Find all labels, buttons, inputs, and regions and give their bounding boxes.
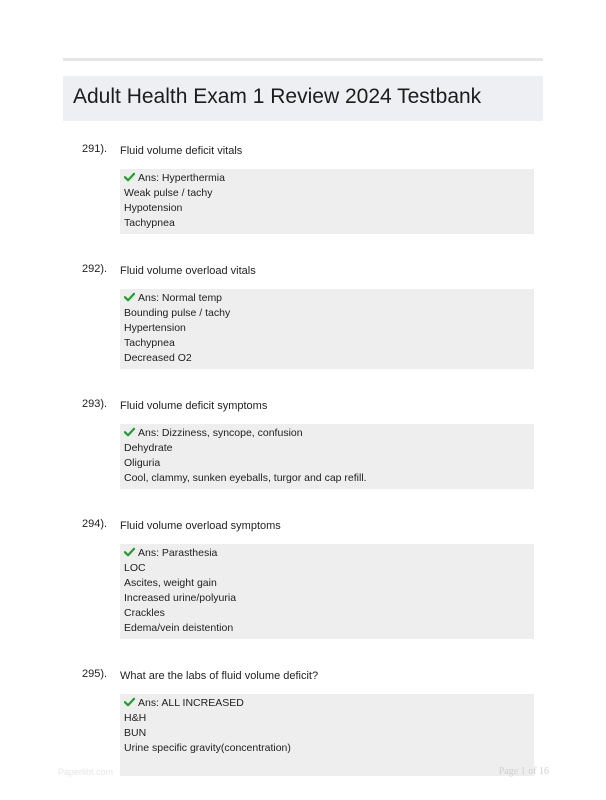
answer-first-line: Ans: Parasthesia bbox=[138, 547, 218, 559]
question-item bbox=[0, 398, 606, 489]
answer-line: Cool, clammy, sunken eyeballs, turgor and cap refill. bbox=[124, 472, 367, 484]
answer-line: Increased urine/polyuria bbox=[124, 592, 237, 604]
answer-first-line: Ans: Dizziness, syncope, confusion bbox=[138, 427, 303, 439]
answer-first-line: Ans: Hyperthermia bbox=[138, 172, 225, 184]
answer-line: Crackles bbox=[124, 607, 165, 619]
answer-first-line: Ans: Normal temp bbox=[138, 292, 223, 304]
top-divider bbox=[63, 58, 543, 61]
page-indicator: Page 1 of 16 bbox=[498, 766, 549, 777]
answer-box bbox=[120, 289, 534, 369]
question-item bbox=[0, 668, 606, 776]
answer-line: Ascites, weight gain bbox=[124, 577, 217, 589]
checkmark-icon bbox=[124, 427, 135, 437]
answer-box bbox=[120, 544, 534, 639]
answer-box bbox=[120, 169, 534, 234]
question-text: Fluid volume deficit symptoms bbox=[120, 400, 268, 412]
answer-line: Weak pulse / tachy bbox=[124, 187, 213, 199]
page-title: Adult Health Exam 1 Review 2024 Testbank bbox=[73, 85, 482, 108]
question-number: 292). bbox=[82, 263, 108, 275]
question-number: 293). bbox=[82, 398, 108, 410]
answer-line: Edema/vein deistention bbox=[124, 622, 234, 634]
answer-line: Bounding pulse / tachy bbox=[124, 307, 231, 319]
question-text: Fluid volume overload symptoms bbox=[120, 520, 281, 532]
answer-box bbox=[120, 424, 534, 489]
question-text: Fluid volume deficit vitals bbox=[120, 145, 243, 157]
footer-watermark: Paperlibt.com bbox=[58, 767, 114, 777]
answer-line: Decreased O2 bbox=[124, 352, 192, 364]
question-item bbox=[0, 263, 606, 369]
answer-line: Urine specific gravity(concentration) bbox=[124, 742, 291, 754]
checkmark-icon bbox=[124, 697, 135, 707]
answer-line: Tachypnea bbox=[124, 217, 175, 229]
answer-line: Dehydrate bbox=[124, 442, 173, 454]
answer-line: H&H bbox=[124, 712, 147, 724]
question-number: 294). bbox=[82, 518, 108, 530]
question-text: What are the labs of fluid volume deficit? bbox=[120, 670, 319, 682]
question-item bbox=[0, 143, 606, 234]
answer-line: Hypertension bbox=[124, 322, 186, 334]
title-banner bbox=[63, 76, 543, 121]
question-item bbox=[0, 518, 606, 639]
question-list bbox=[0, 143, 606, 776]
answer-box bbox=[120, 694, 534, 776]
answer-line: BUN bbox=[124, 727, 147, 739]
answer-line: LOC bbox=[124, 562, 146, 574]
checkmark-icon bbox=[124, 292, 135, 302]
question-text: Fluid volume overload vitals bbox=[120, 265, 256, 277]
answer-line: Tachypnea bbox=[124, 337, 175, 349]
answer-line: Hypotension bbox=[124, 202, 183, 214]
answer-first-line: Ans: ALL INCREASED bbox=[138, 697, 244, 709]
question-number: 291). bbox=[82, 143, 108, 155]
question-number: 295). bbox=[82, 668, 108, 680]
checkmark-icon bbox=[124, 172, 135, 182]
answer-line: Oliguria bbox=[124, 457, 161, 469]
checkmark-icon bbox=[124, 547, 135, 557]
